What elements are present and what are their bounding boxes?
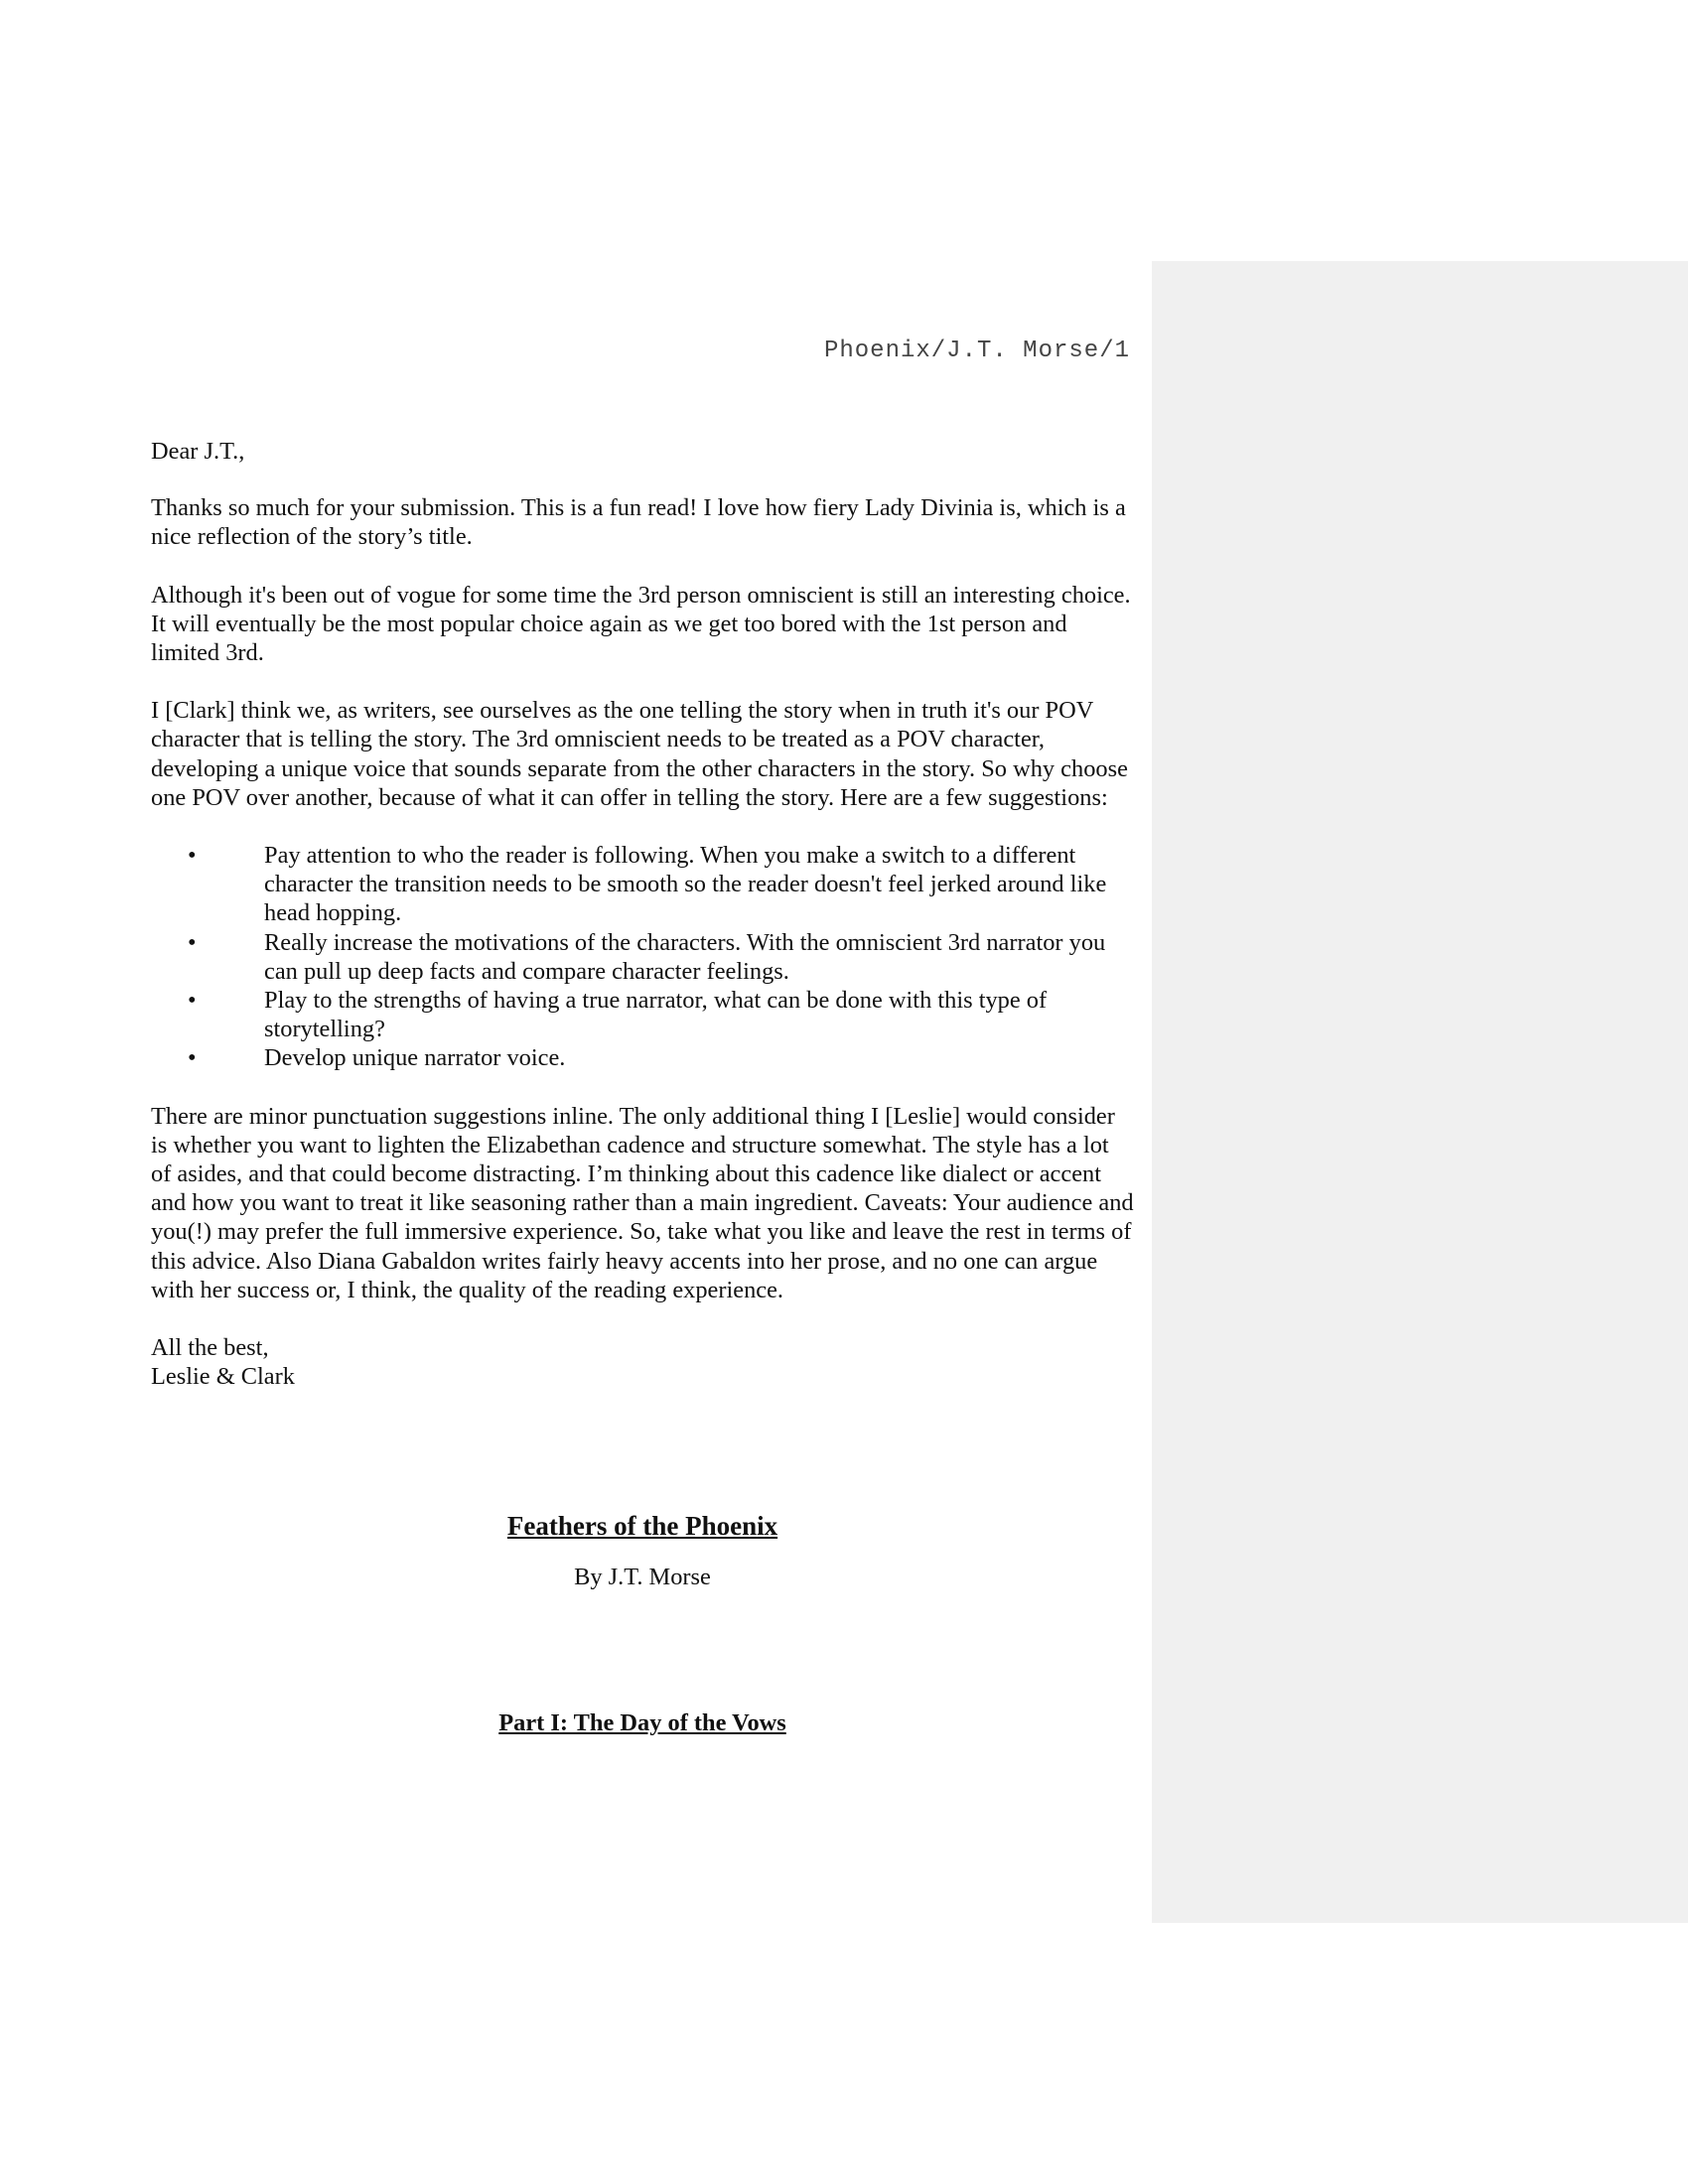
letter-paragraph: I [Clark] think we, as writers, see ourselves as the one telling the story when in truth it's our POV character that is telling the story. The 3rd omniscient needs to be treated as a POV character, developing a unique voice that sounds separate from the other characters in the story. So why choose one POV over another, because of what it can offer in telling the story. Here are a few suggestions:	[151, 697, 1128, 811]
story-title: Feathers of the Phoenix	[506, 1511, 778, 1541]
comment-margin-pane	[1152, 261, 1688, 1923]
bullet-icon: •	[188, 928, 197, 956]
bullet-icon: •	[188, 987, 197, 1015]
suggestion-item	[151, 986, 1134, 1043]
story-byline: By J.T. Morse	[574, 1564, 711, 1590]
suggestion-item	[151, 928, 1134, 986]
suggestion-list	[151, 841, 1134, 1073]
suggestion-text: Pay attention to who the reader is following. When you make a switch to a different character the transition needs to be smooth so the reader doesn't feel jerked around like head hopping.	[264, 842, 1107, 927]
suggestion-text: Develop unique narrator voice.	[264, 1044, 566, 1072]
bullet-icon: •	[188, 1044, 197, 1072]
signature: Leslie & Clark	[151, 1363, 295, 1391]
suggestion-text: Play to the strengths of having a true narrator, what can be done with this type of storytelling?	[264, 987, 1048, 1043]
suggestion-text: Really increase the motivations of the characters. With the omniscient 3rd narrator you can pull up deep facts and compare character feelings.	[264, 928, 1106, 985]
part-heading: Part I: The Day of the Vows	[498, 1709, 786, 1736]
bullet-icon: •	[188, 842, 197, 870]
letter-greeting: Dear J.T.,	[151, 438, 245, 465]
signoff-line: All the best,	[151, 1334, 269, 1362]
letter-body	[151, 437, 1134, 1391]
letter-signoff	[151, 1333, 1134, 1391]
letter-paragraph: Although it's been out of vogue for some time the 3rd person omniscient is still an interesting choice. It will eventually be the most popular choice again as we get too bored with the 1st person and limited 3rd.	[151, 581, 1131, 667]
letter-paragraph: Thanks so much for your submission. This is a fun read! I love how fiery Lady Divinia is, which is a nice reflection of the story’s title.	[151, 494, 1126, 551]
letter-paragraph: There are minor punctuation suggestions inline. The only additional thing I [Leslie] would consider is whether you want to lighten the Elizabethan cadence and structure somewhat. The style has a lot of asides, and that could become distracting. I’m thinking about this cadence like dialect or accent and how you want to treat it like seasoning rather than a main ingredient. Caveats: Your audience and you(!) may prefer the full immersive experience. So, take what you like and leave the rest in terms of this advice. Also Diana Gabaldon writes fairly heavy accents into her prose, and no one can argue with her success or, I think, the quality of the reading experience.	[151, 1102, 1134, 1303]
running-header: Phoenix/J.T. Morse/1	[823, 338, 1130, 364]
suggestion-item	[151, 841, 1134, 928]
suggestion-item	[151, 1043, 1134, 1072]
